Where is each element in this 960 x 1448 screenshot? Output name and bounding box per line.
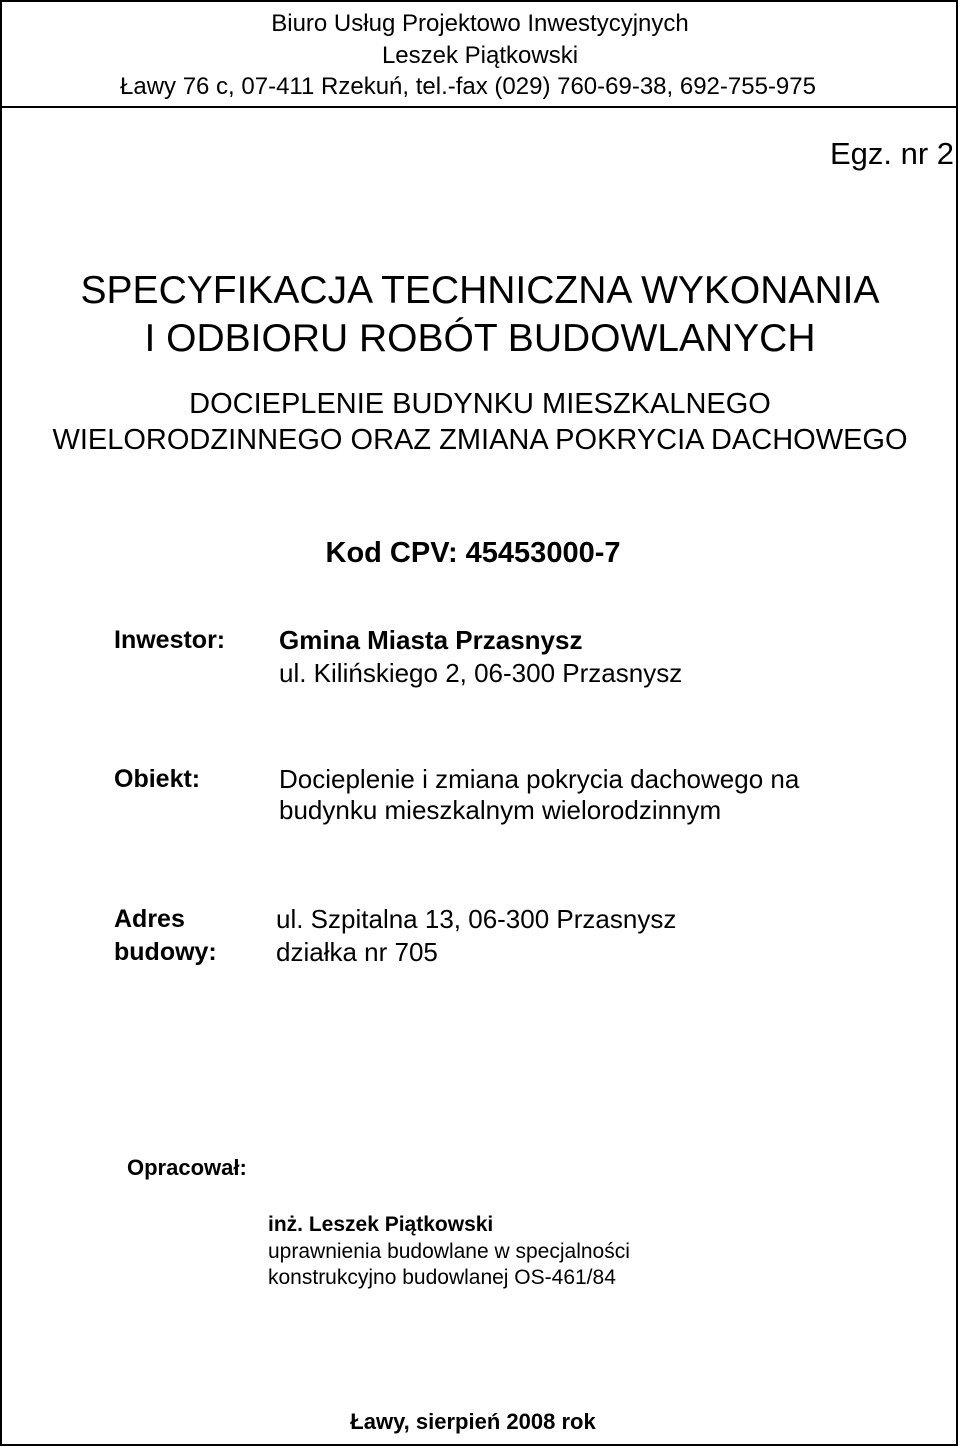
prepared-by-license-line-2: konstrukcyjno budowlanej OS-461/84 [268, 1266, 616, 1289]
investor-label: Inwestor: [114, 626, 226, 654]
object-description-line-2: budynku mieszkalnym wielorodzinnym [279, 795, 722, 825]
document-subtitle-line-1: DOCIEPLENIE BUDYNKU MIESZKALNEGO [189, 388, 771, 420]
prepared-by-license-line-1: uprawnienia budowlane w specjalności [268, 1240, 630, 1263]
company-name: Biuro Usług Projektowo Inwestycyjnych [271, 10, 689, 37]
investor-address: ul. Kilińskiego 2, 06-300 Przasnysz [279, 658, 683, 688]
prepared-by-label: Opracował: [127, 1155, 247, 1180]
company-address: Ławy 76 c, 07-411 Rzekuń, tel.-fax (029) 760-69-38, 692-755-975 [120, 73, 816, 100]
prepared-by-name: inż. Leszek Piątkowski [268, 1213, 494, 1236]
site-plot: działka nr 705 [276, 937, 438, 967]
document-title-line-2: I ODBIORU ROBÓT BUDOWLANYCH [144, 317, 816, 360]
site-address: ul. Szpitalna 13, 06-300 Przasnysz [276, 904, 677, 934]
object-description-line-1: Docieplenie i zmiana pokrycia dachowego na [279, 764, 800, 794]
document-title-line-1: SPECYFIKACJA TECHNICZNA WYKONANIA [80, 269, 880, 312]
company-header [0, 0, 958, 108]
company-owner: Leszek Piątkowski [381, 42, 579, 69]
copy-number: Egz. nr 2 [829, 136, 954, 171]
document-subtitle-line-2: WIELORODZINNEGO ORAZ ZMIANA POKRYCIA DACHOWEGO [52, 424, 908, 456]
cpv-code: Kod CPV: 45453000-7 [325, 537, 621, 569]
investor-name: Gmina Miasta Przasnysz [279, 625, 583, 655]
site-label-line-2: budowy: [114, 938, 217, 966]
place-and-date: Ławy, sierpień 2008 rok [350, 1409, 596, 1434]
object-label: Obiekt: [114, 765, 201, 793]
site-label-line-1: Adres [114, 905, 185, 933]
